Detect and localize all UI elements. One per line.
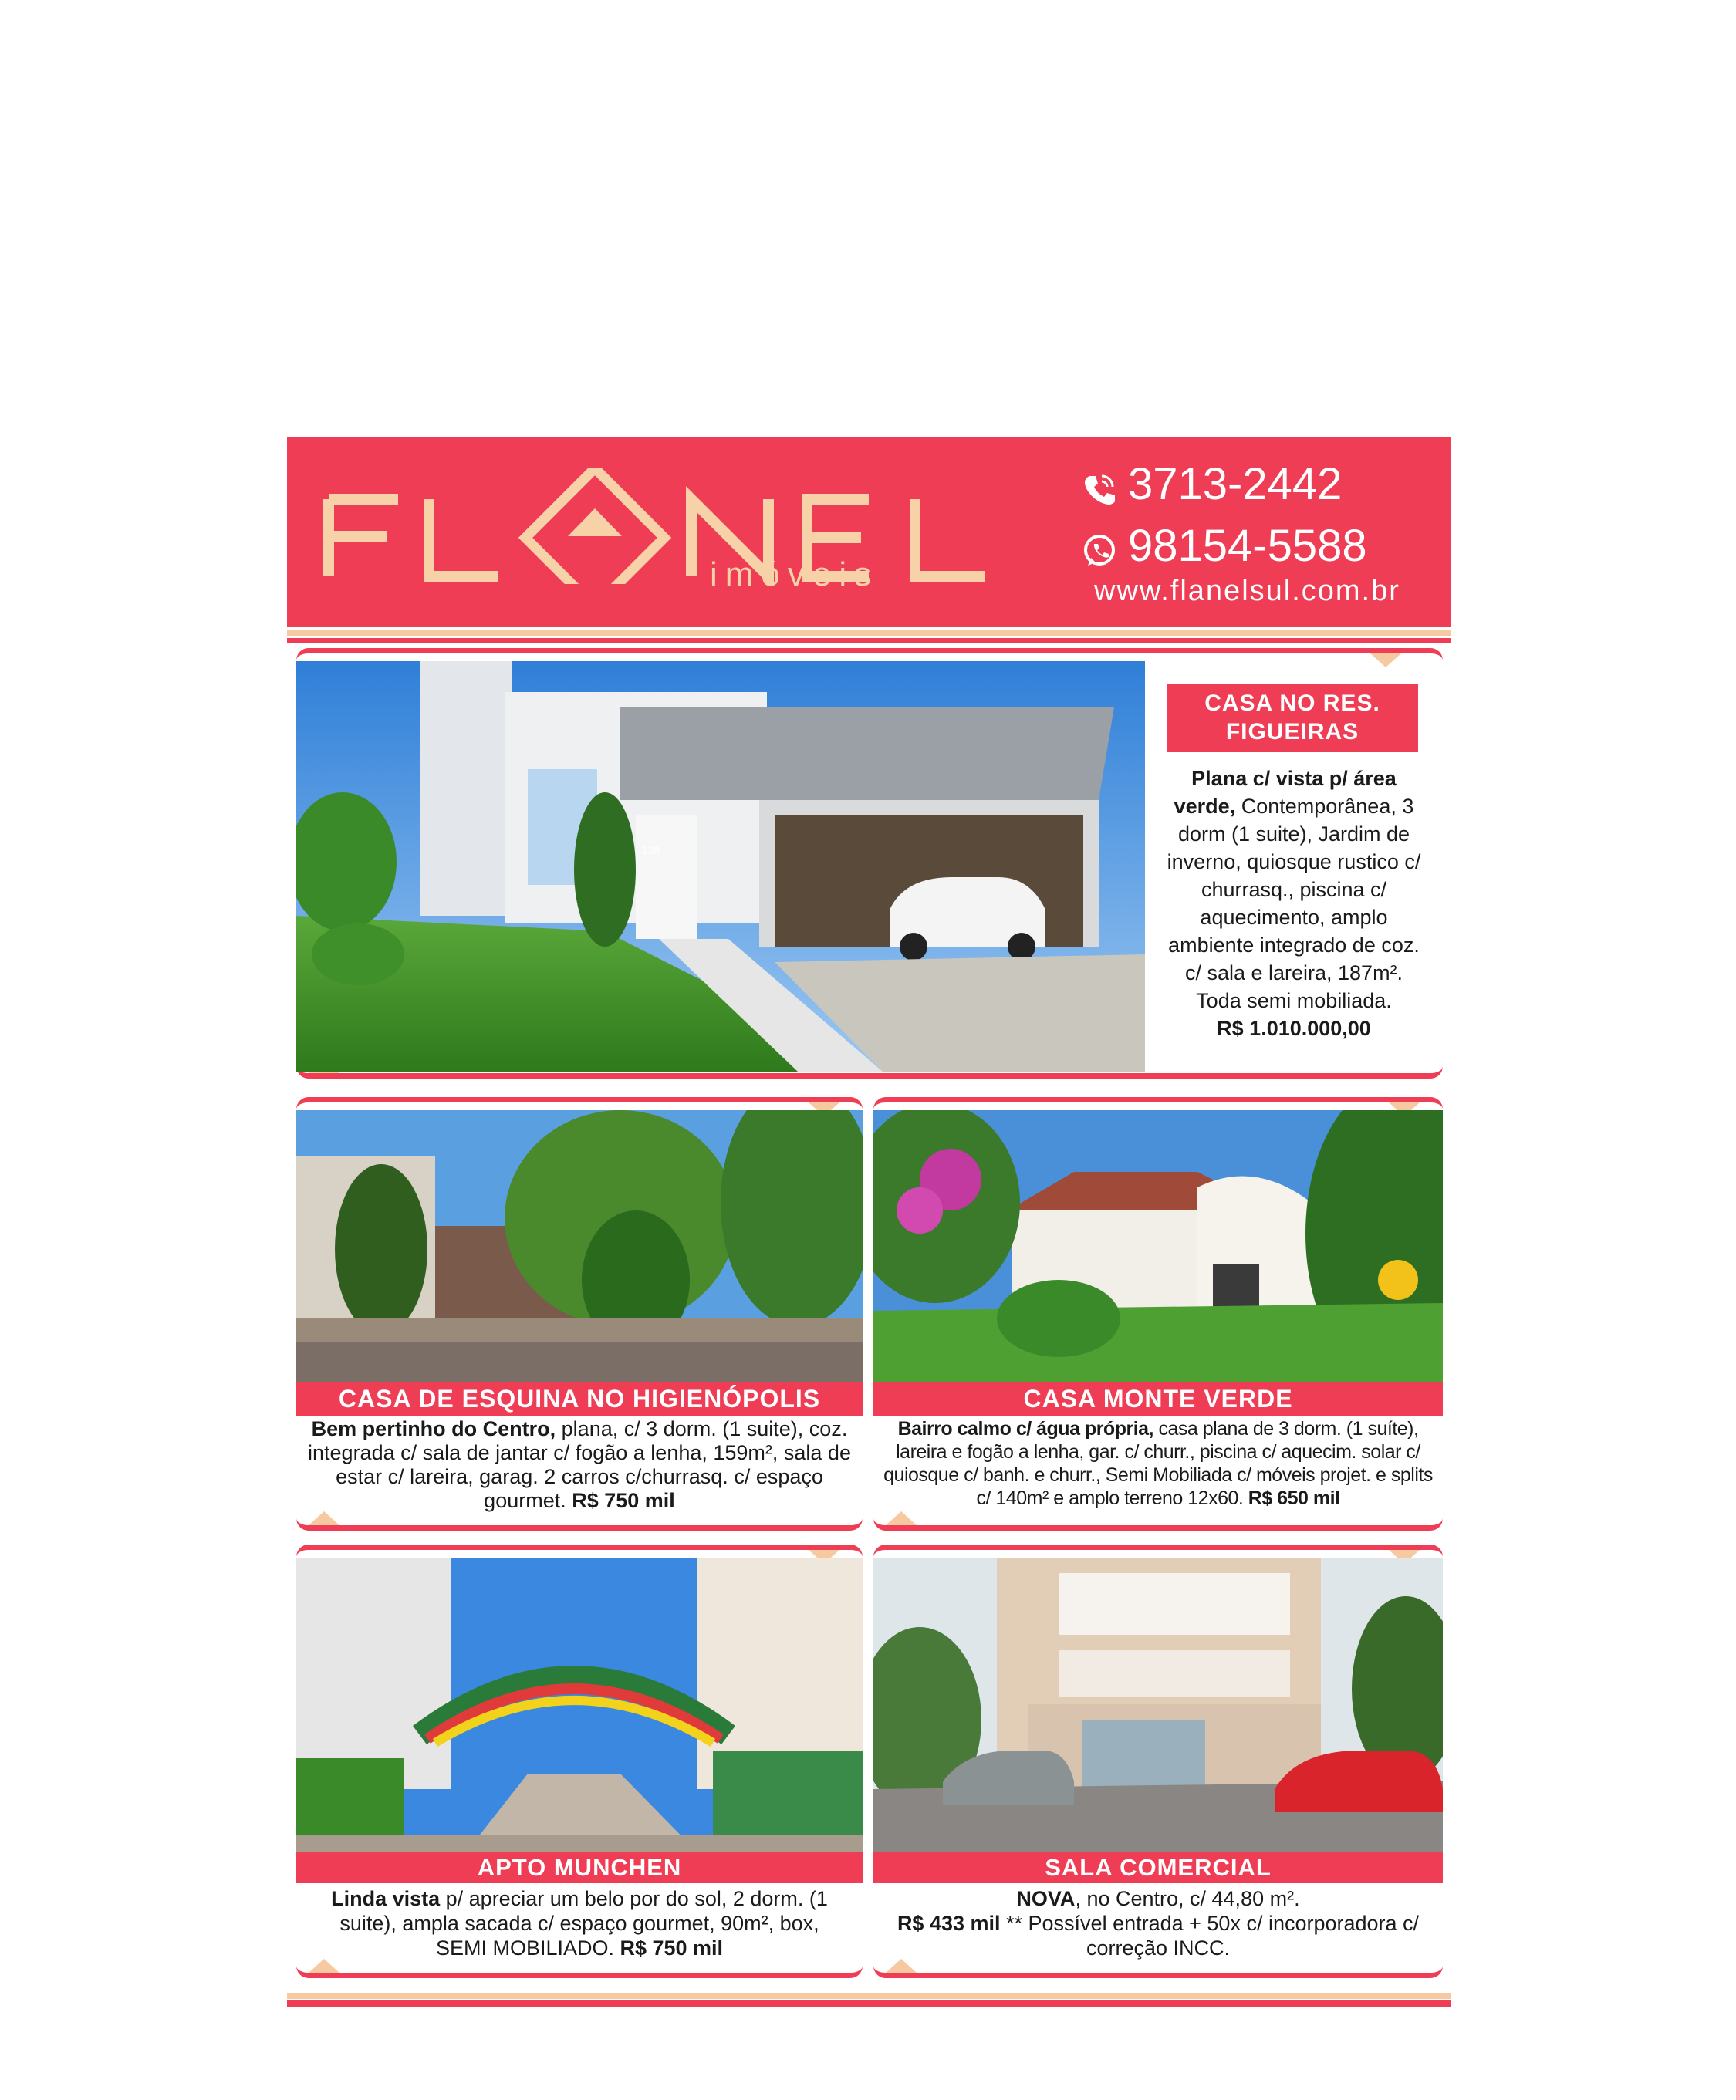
phone-text: 3713-2442 xyxy=(1128,459,1343,509)
description-lead: Bairro calmo c/ água própria, xyxy=(897,1418,1153,1440)
listing-title: APTO MUNCHEN xyxy=(296,1852,863,1883)
whatsapp-text: 98154-5588 xyxy=(1128,521,1367,571)
listing-description xyxy=(1167,765,1421,1042)
description-body: casa plana de 3 dorm. (1 suíte), lareira e fogão a lenha, gar. c/ churr., piscina c/ aquecim. solar c/ quiosque c/ banh. e churr., Semi Mobiliada c/ móveis projet. e splits c/ 140m² e amplo terreno 12x60. xyxy=(883,1418,1433,1509)
corner-marker xyxy=(886,1511,917,1525)
description-body: p/ apreciar um belo por do sol, 2 dorm. (1 suite), ampla sacada c/ espaço gourmet, 90m², box, SEMI MOBILIADO. xyxy=(339,1887,828,1960)
footer-stripe xyxy=(287,1993,1451,1999)
listing-description xyxy=(889,1886,1427,1960)
whatsapp-icon xyxy=(1082,532,1117,567)
listing-card-apto-munchen xyxy=(296,1545,863,1978)
corner-marker xyxy=(886,1959,917,1973)
listing-description xyxy=(312,1886,847,1960)
phone-icon xyxy=(1082,470,1117,505)
description-body: plana, c/ 3 dorm. (1 suite), coz. integrada c/ sala de jantar c/ fogão a lenha, 159m², sala de estar c/ lareira, garag. 2 carros c/churrasq. c/ espaço gourmet. xyxy=(308,1417,851,1512)
listing-price: R$ 750 mil xyxy=(613,1936,724,1960)
description-lead: NOVA xyxy=(1016,1887,1076,1910)
listing-description xyxy=(875,1417,1441,1510)
title-line: CASA NO RES. xyxy=(1204,690,1380,716)
description-lead: Plana c/ vista p/ área verde, xyxy=(1174,767,1397,818)
listing-title: CASA DE ESQUINA NO HIGIENÓPOLIS xyxy=(296,1382,863,1416)
house-photo xyxy=(296,1110,863,1382)
listing-card-figueiras xyxy=(296,648,1443,1079)
listing-price: R$ 650 mil xyxy=(1243,1487,1340,1509)
house-photo xyxy=(296,661,1145,1072)
listing-price: R$ 750 mil xyxy=(566,1489,675,1512)
house-number: 128 xyxy=(642,844,660,856)
listing-title: SALA COMERCIAL xyxy=(873,1852,1443,1883)
logo-subtitle: imóveis xyxy=(710,555,880,593)
description-extra: ** Possível entrada + 50x c/ incorporadora c/ correção INCC. xyxy=(1000,1912,1420,1960)
title-line: FIGUEIRAS xyxy=(1225,719,1359,744)
footer-stripe xyxy=(287,2000,1451,2007)
corner-marker xyxy=(1370,653,1401,667)
listing-card-monte-verde xyxy=(873,1097,1443,1531)
header-banner xyxy=(287,437,1451,627)
listing-title xyxy=(1167,684,1418,752)
header-stripe xyxy=(287,630,1451,636)
building-photo xyxy=(296,1558,863,1852)
listing-price: R$ 433 mil xyxy=(897,1912,1001,1935)
listing-price: R$ 1.010.000,00 xyxy=(1217,1017,1371,1040)
description-body: Contemporânea, 3 dorm (1 suite), Jardim de inverno, quiosque rustico c/ churrasq., piscina c/ aquecimento, amplo ambiente integrado de coz. c/ sala e lareira, 187m². Toda semi mobiliada. xyxy=(1167,795,1421,1012)
description-lead: Linda vista xyxy=(331,1887,441,1910)
description-lead: Bem pertinho do Centro, xyxy=(311,1417,556,1440)
logo-wordmark xyxy=(321,468,1046,601)
listing-title: CASA MONTE VERDE xyxy=(873,1382,1443,1416)
phone-number[interactable] xyxy=(1082,459,1343,509)
listing-card-sala-comercial xyxy=(873,1545,1443,1978)
listing-card-higienopolis xyxy=(296,1097,863,1531)
listing-description xyxy=(304,1417,855,1513)
description-body: , no Centro, c/ 44,80 m². xyxy=(1075,1887,1300,1910)
corner-marker xyxy=(309,1511,339,1525)
building-photo xyxy=(873,1558,1443,1852)
website-link[interactable]: www.flanelsul.com.br xyxy=(1094,575,1400,607)
header-stripe xyxy=(287,638,1451,643)
logo-letters xyxy=(321,468,1046,584)
corner-marker xyxy=(309,1959,339,1973)
house-photo xyxy=(873,1110,1443,1382)
whatsapp-number[interactable] xyxy=(1082,521,1367,571)
